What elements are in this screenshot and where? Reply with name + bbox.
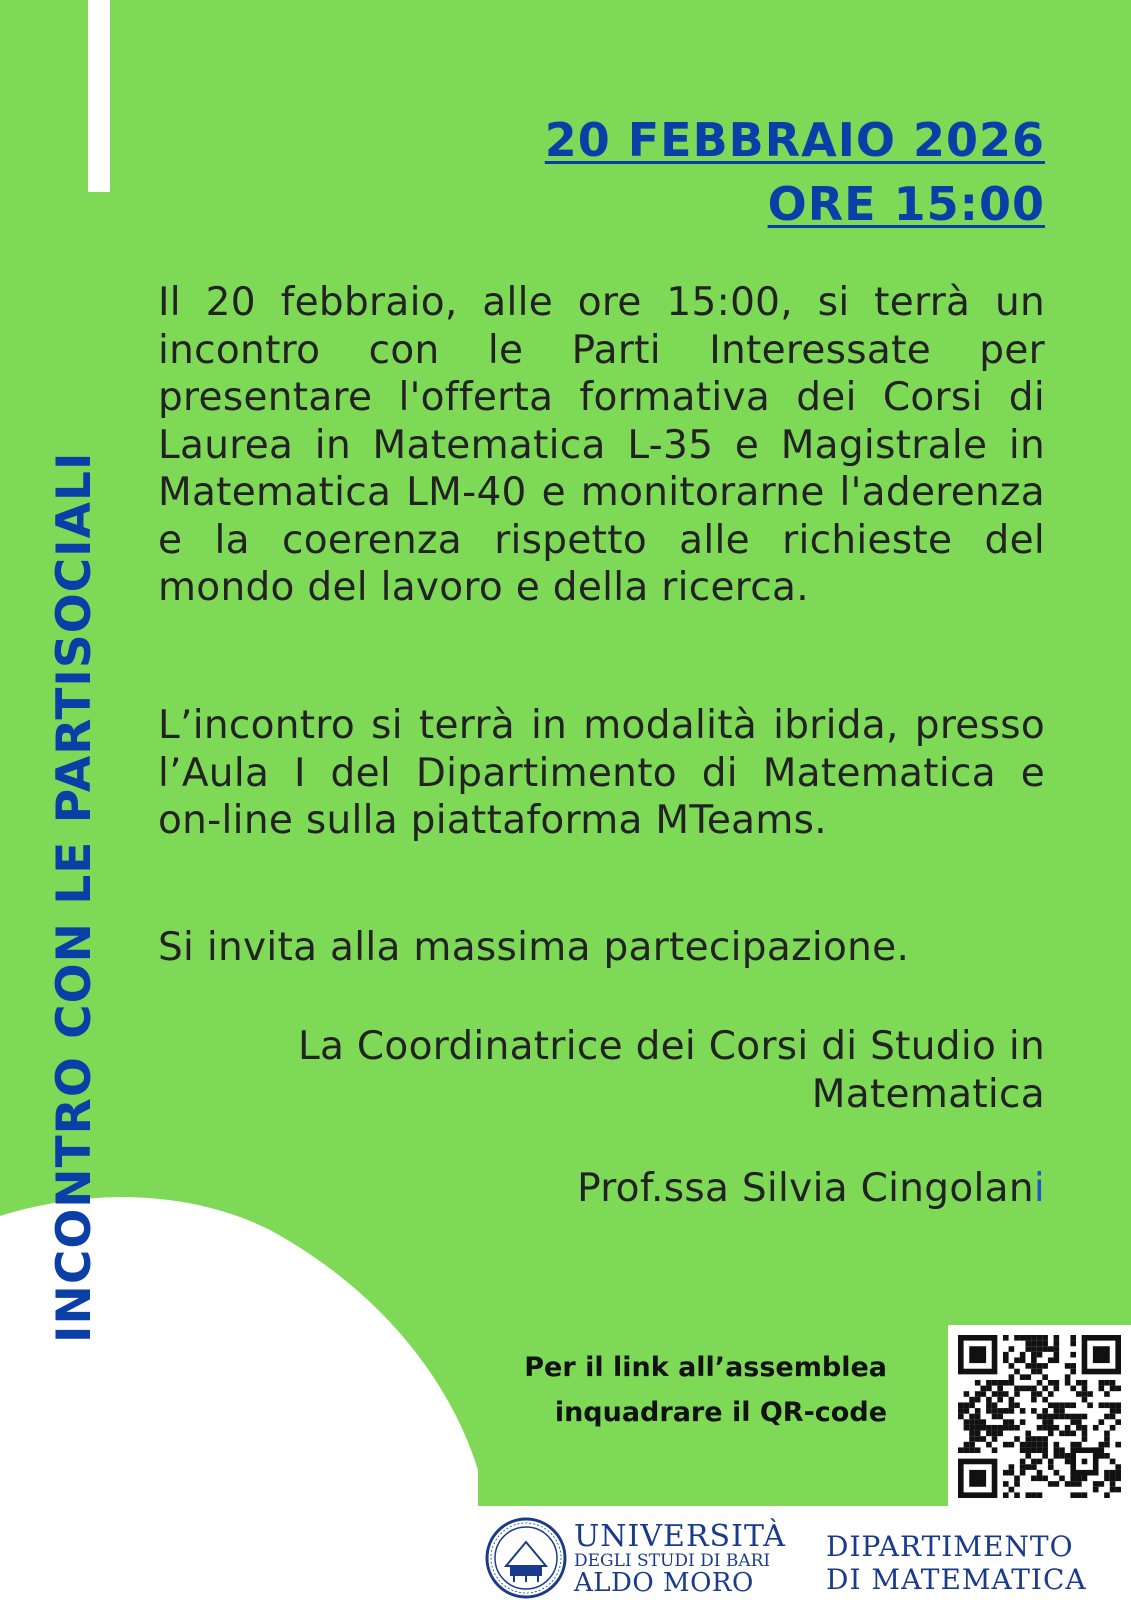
- decorative-bar: [88, 0, 110, 192]
- role-line-2: Matematica: [811, 1072, 1045, 1117]
- university-subtitle: DEGLI STUDI DI BARI: [574, 1551, 771, 1571]
- university-moro: ALDO MORO: [574, 1568, 754, 1598]
- description-paragraph: Il 20 febbraio, alle ore 15:00, si terrà un incontro con le Parti Interessate per presentare l'offerta formativa dei Corsi di Laurea in Matematica L-35 e Magistrale in Matematica LM-40 e monitorarne l'aderenza e la coerenza rispetto alle richieste del mondo del lavoro e della ricerca.: [158, 280, 1045, 610]
- university-name: UNIVERSITÀ: [574, 1519, 786, 1554]
- department-line-1: DIPARTIMENTO: [826, 1530, 1074, 1563]
- name-last-letter: i: [1033, 1166, 1045, 1211]
- university-logo: [484, 1516, 784, 1600]
- invitation-paragraph: Si invita alla massima partecipazione.: [158, 925, 910, 970]
- role-line-1: La Coordinatrice dei Corsi di Studio in: [297, 1024, 1045, 1069]
- side-title: INCONTRO CON LE PARTISOCIALI: [47, 451, 102, 1343]
- qr-caption-line-1: Per il link all’assemblea: [524, 1352, 887, 1383]
- coordinator-role: [145, 1023, 1045, 1119]
- department-logo: [826, 1530, 1087, 1596]
- qr-code-icon: [958, 1335, 1121, 1498]
- event-date: [545, 108, 1045, 236]
- location-paragraph: L’incontro si terrà in modalità ibrida, presso l’Aula I del Dipartimento di Matematica e on-line sulla piattaforma MTeams.: [158, 703, 1045, 843]
- name-main: Prof.ssa Silvia Cingolan: [577, 1166, 1034, 1211]
- university-seal-icon: [484, 1516, 568, 1600]
- time-line: ORE 15:00: [767, 177, 1045, 231]
- coordinator-name: [145, 1165, 1045, 1213]
- qr-code[interactable]: [948, 1325, 1131, 1509]
- department-line-2: DI MATEMATICA: [826, 1563, 1087, 1596]
- date-line: 20 FEBBRAIO 2026: [544, 113, 1045, 167]
- university-wordmark: [574, 1519, 786, 1598]
- qr-caption: [524, 1345, 887, 1435]
- qr-caption-line-2: inquadrare il QR-code: [554, 1397, 887, 1428]
